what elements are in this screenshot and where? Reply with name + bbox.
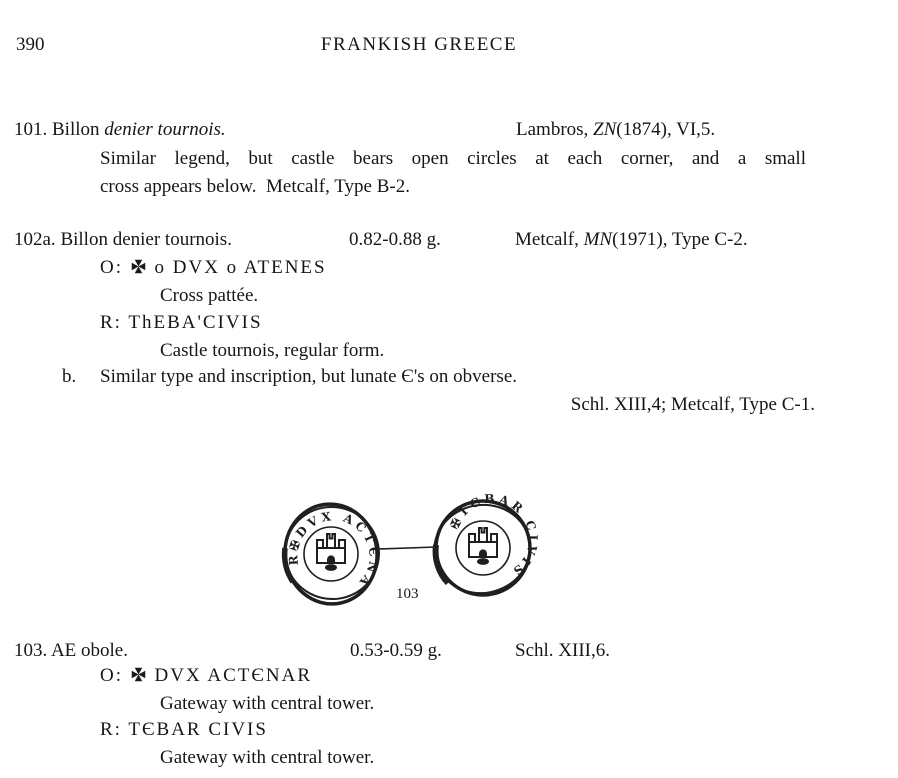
entry-103-obverse-description: Gateway with central tower. — [160, 693, 375, 714]
entry-101-ref-journal: ZN — [593, 119, 617, 140]
coin-reverse-image — [426, 492, 539, 601]
reverse-legend-text: TЄBAR CIVIS — [128, 719, 268, 740]
entry-102a-number: 102a. — [14, 229, 56, 250]
entry-102a-ref-journal: MN — [583, 229, 613, 250]
entry-103-obverse-line — [100, 665, 312, 687]
reverse-legend-text: ThEBA'CIVIS — [128, 312, 263, 333]
reverse-label: R: — [100, 719, 122, 740]
cross-pattee-icon — [131, 667, 146, 682]
obverse-rim-legend: R✠DVX ACTЄNA — [286, 508, 381, 592]
entry-103-number: 103. — [14, 640, 48, 661]
entry-101-title: Billon — [52, 119, 105, 140]
entry-101-number: 101. — [14, 119, 48, 140]
entry-103-reverse-line — [100, 719, 268, 741]
entry-102a-weight: 0.82-0.88 g. — [349, 229, 441, 250]
entry-102a-ref-detail: (1971), Type C-2. — [612, 229, 748, 250]
obverse-legend-text: o DVX o ATENES — [154, 257, 327, 278]
entry-103-title: AE obole. — [50, 640, 128, 661]
entry-103-reference: Schl. XIII,6. — [515, 640, 610, 661]
entry-102b-reference: Schl. XIII,4; Metcalf, Type C-1. — [570, 394, 815, 415]
entry-103-weight: 0.53-0.59 g. — [350, 640, 442, 661]
entry-103-reverse-description: Gateway with central tower. — [160, 747, 375, 768]
entry-101-ref-detail: (1874), VI,5. — [616, 119, 716, 140]
coin-obverse-image — [276, 498, 387, 610]
figure-connector-line — [378, 547, 436, 549]
obverse-label: O: — [100, 665, 123, 686]
reverse-label: R: — [100, 312, 122, 333]
coin-figure-103 — [268, 492, 568, 622]
entry-103-heading — [14, 640, 128, 662]
entry-102a-title: Billon denier tournois. — [60, 229, 232, 250]
entry-102b-text: Similar type and inscription, but lunate Є's on obverse. — [100, 366, 518, 387]
entry-101-ref-author: Lambros, — [516, 119, 594, 140]
obverse-legend-text: DVX ACTЄNAR — [154, 665, 313, 686]
entry-102b-label: b. — [62, 366, 77, 387]
running-head-title: FRANKISH GREECE — [320, 34, 518, 55]
entry-101-reference — [516, 119, 715, 141]
entry-101-description-line1: Similar legend, but castle bears open circles at each corner, and a small — [100, 148, 806, 169]
entry-102a-ref-author: Metcalf, — [515, 229, 584, 250]
obverse-label: O: — [100, 257, 123, 278]
entry-102a-reference — [515, 229, 748, 251]
entry-101-heading — [14, 119, 226, 141]
page-number: 390 — [16, 34, 45, 55]
entry-101-title-italic: denier tournois. — [104, 119, 226, 140]
figure-number-label: 103 — [396, 586, 419, 602]
entry-102a-obverse-line — [100, 257, 327, 279]
entry-102a-reverse-line — [100, 312, 263, 334]
entry-102a-obverse-description: Cross pattée. — [160, 285, 259, 306]
reverse-rim-legend: ✠TЄBAR CIVIS — [447, 492, 540, 580]
entry-102a-heading — [14, 229, 232, 251]
entry-102a-reverse-description: Castle tournois, regular form. — [160, 340, 385, 361]
entry-101-description-line2: cross appears below. Metcalf, Type B-2. — [100, 176, 410, 197]
cross-pattee-icon — [131, 259, 146, 274]
svg-text:✠TЄBAR CIVIS — [447, 492, 540, 580]
